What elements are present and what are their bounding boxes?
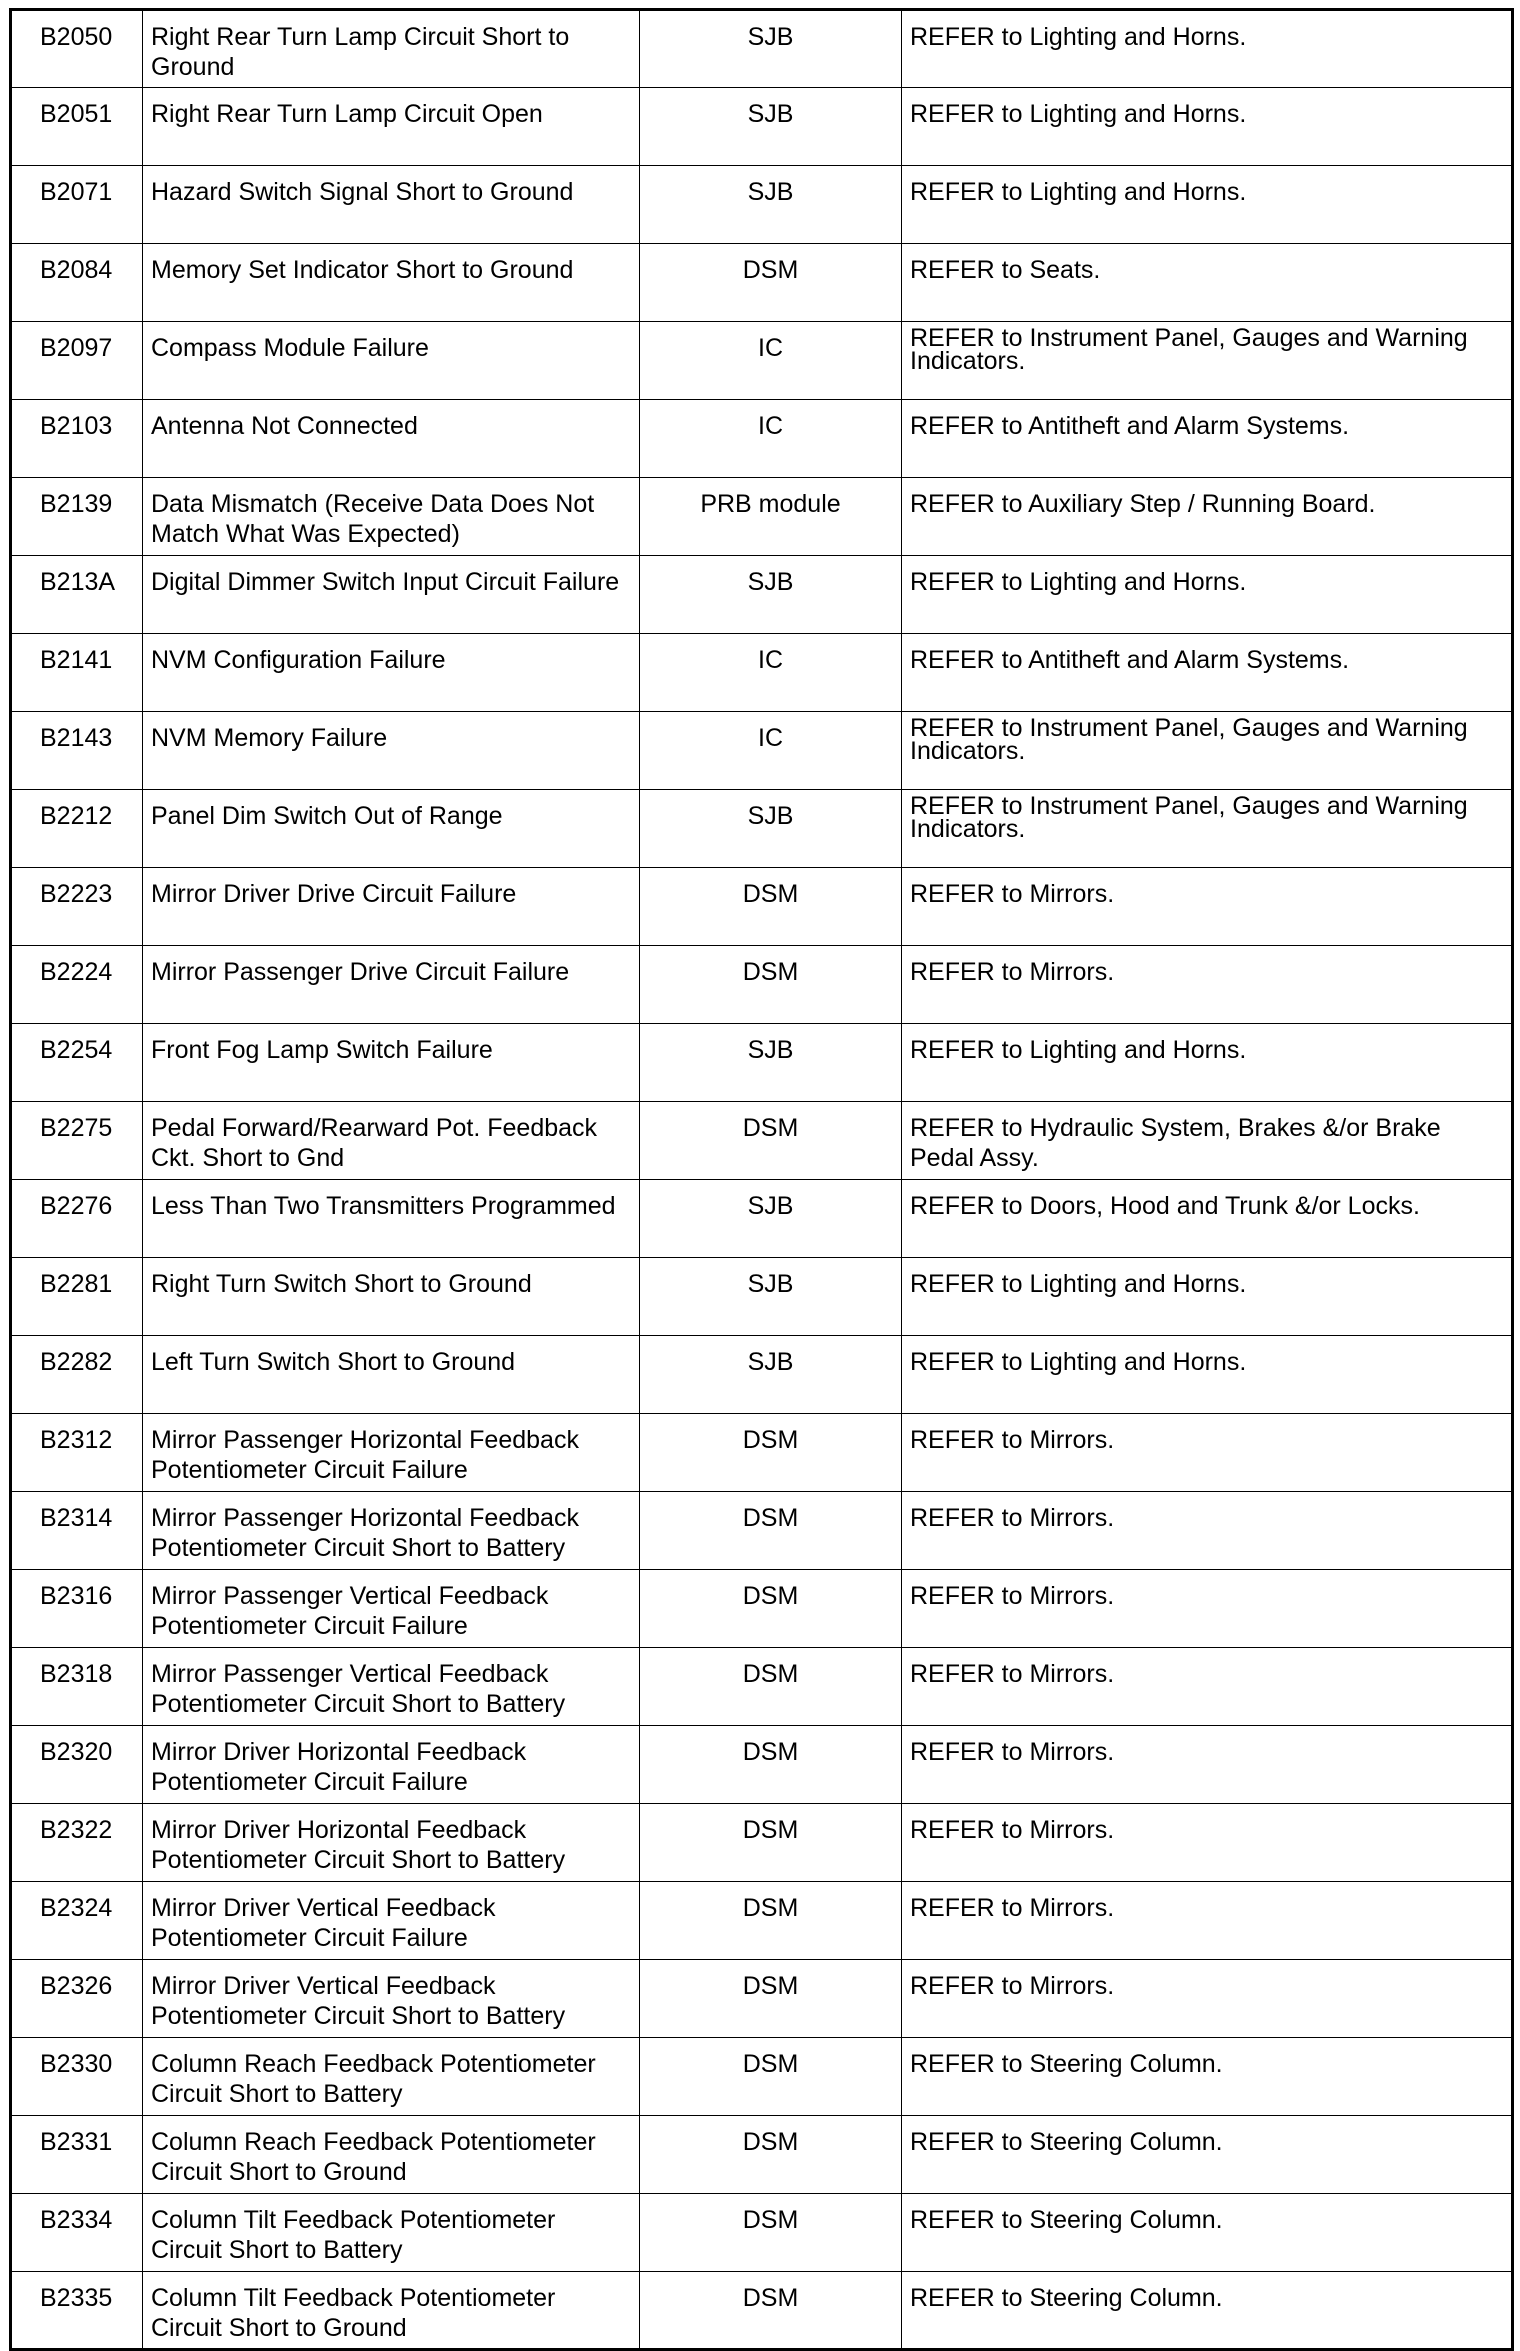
module-cell: DSM — [640, 1960, 902, 2038]
description-cell: Mirror Passenger Horizontal Feedback Potentiometer Circuit Failure — [143, 1414, 640, 1492]
description-cell: Mirror Passenger Drive Circuit Failure — [143, 946, 640, 1024]
module-cell: SJB — [640, 790, 902, 868]
dtc-code-cell: B213A — [11, 556, 143, 634]
description-cell: Mirror Driver Vertical Feedback Potentiometer Circuit Short to Battery — [143, 1960, 640, 2038]
table-row — [11, 244, 1513, 322]
dtc-code-cell: B2050 — [11, 10, 143, 88]
table-row — [11, 10, 1513, 88]
table-row — [11, 1414, 1513, 1492]
dtc-code-cell: B2314 — [11, 1492, 143, 1570]
module-cell: SJB — [640, 166, 902, 244]
table-row — [11, 1648, 1513, 1726]
dtc-code-cell: B2139 — [11, 478, 143, 556]
dtc-code-cell: B2212 — [11, 790, 143, 868]
dtc-code-cell: B2316 — [11, 1570, 143, 1648]
module-cell: SJB — [640, 10, 902, 88]
description-cell: Hazard Switch Signal Short to Ground — [143, 166, 640, 244]
module-cell: SJB — [640, 1024, 902, 1102]
action-cell: REFER to Mirrors. — [902, 1804, 1513, 1882]
action-cell: REFER to Mirrors. — [902, 1414, 1513, 1492]
table-row — [11, 1570, 1513, 1648]
table-row — [11, 712, 1513, 790]
module-cell: SJB — [640, 1336, 902, 1414]
action-cell: REFER to Antitheft and Alarm Systems. — [902, 634, 1513, 712]
action-cell: REFER to Steering Column. — [902, 2272, 1513, 2350]
module-cell: SJB — [640, 556, 902, 634]
action-cell: REFER to Hydraulic System, Brakes &/or Brake Pedal Assy. — [902, 1102, 1513, 1180]
action-cell: REFER to Mirrors. — [902, 868, 1513, 946]
description-cell: Mirror Passenger Vertical Feedback Potentiometer Circuit Failure — [143, 1570, 640, 1648]
action-cell: REFER to Steering Column. — [902, 2194, 1513, 2272]
description-cell: Left Turn Switch Short to Ground — [143, 1336, 640, 1414]
action-cell: REFER to Lighting and Horns. — [902, 88, 1513, 166]
module-cell: DSM — [640, 2116, 902, 2194]
action-cell: REFER to Seats. — [902, 244, 1513, 322]
dtc-code-cell: B2324 — [11, 1882, 143, 1960]
dtc-code-cell: B2276 — [11, 1180, 143, 1258]
dtc-code-cell: B2223 — [11, 868, 143, 946]
dtc-code-cell: B2330 — [11, 2038, 143, 2116]
table-row — [11, 2272, 1513, 2350]
module-cell: DSM — [640, 1414, 902, 1492]
description-cell: Mirror Driver Horizontal Feedback Potentiometer Circuit Short to Battery — [143, 1804, 640, 1882]
description-cell: Column Reach Feedback Potentiometer Circuit Short to Battery — [143, 2038, 640, 2116]
action-cell: REFER to Lighting and Horns. — [902, 1024, 1513, 1102]
description-cell: NVM Configuration Failure — [143, 634, 640, 712]
module-cell: DSM — [640, 1102, 902, 1180]
dtc-code-cell: B2312 — [11, 1414, 143, 1492]
dtc-code-cell: B2254 — [11, 1024, 143, 1102]
description-cell: Front Fog Lamp Switch Failure — [143, 1024, 640, 1102]
table-row — [11, 1336, 1513, 1414]
module-cell: DSM — [640, 244, 902, 322]
table-row — [11, 166, 1513, 244]
action-cell: REFER to Lighting and Horns. — [902, 166, 1513, 244]
action-cell: REFER to Instrument Panel, Gauges and Warning Indicators. — [902, 790, 1513, 868]
action-cell: REFER to Doors, Hood and Trunk &/or Locks. — [902, 1180, 1513, 1258]
action-cell: REFER to Lighting and Horns. — [902, 1258, 1513, 1336]
dtc-code-cell: B2335 — [11, 2272, 143, 2350]
module-cell: DSM — [640, 1882, 902, 1960]
module-cell: DSM — [640, 2194, 902, 2272]
dtc-code-cell: B2051 — [11, 88, 143, 166]
description-cell: Right Turn Switch Short to Ground — [143, 1258, 640, 1336]
description-cell: Right Rear Turn Lamp Circuit Short to Ground — [143, 10, 640, 88]
dtc-code-cell: B2282 — [11, 1336, 143, 1414]
description-cell: Digital Dimmer Switch Input Circuit Failure — [143, 556, 640, 634]
module-cell: SJB — [640, 1180, 902, 1258]
action-cell: REFER to Mirrors. — [902, 1882, 1513, 1960]
table-row — [11, 88, 1513, 166]
description-cell: Compass Module Failure — [143, 322, 640, 400]
description-cell: Antenna Not Connected — [143, 400, 640, 478]
dtc-code-cell: B2143 — [11, 712, 143, 790]
table-row — [11, 400, 1513, 478]
dtc-code-cell: B2103 — [11, 400, 143, 478]
dtc-code-cell: B2318 — [11, 1648, 143, 1726]
table-row — [11, 2194, 1513, 2272]
table-row — [11, 1492, 1513, 1570]
dtc-code-cell: B2071 — [11, 166, 143, 244]
dtc-code-cell: B2275 — [11, 1102, 143, 1180]
description-cell: Mirror Passenger Vertical Feedback Potentiometer Circuit Short to Battery — [143, 1648, 640, 1726]
table-row — [11, 1882, 1513, 1960]
description-cell: NVM Memory Failure — [143, 712, 640, 790]
module-cell: DSM — [640, 868, 902, 946]
dtc-code-cell: B2097 — [11, 322, 143, 400]
dtc-table — [9, 8, 1514, 2351]
action-cell: REFER to Mirrors. — [902, 1648, 1513, 1726]
module-cell: DSM — [640, 1804, 902, 1882]
table-row — [11, 1804, 1513, 1882]
description-cell: Mirror Driver Horizontal Feedback Potentiometer Circuit Failure — [143, 1726, 640, 1804]
action-cell: REFER to Mirrors. — [902, 1960, 1513, 2038]
dtc-code-cell: B2224 — [11, 946, 143, 1024]
description-cell: Column Tilt Feedback Potentiometer Circuit Short to Ground — [143, 2272, 640, 2350]
table-row — [11, 868, 1513, 946]
module-cell: DSM — [640, 2038, 902, 2116]
action-cell: REFER to Lighting and Horns. — [902, 556, 1513, 634]
dtc-code-cell: B2326 — [11, 1960, 143, 2038]
module-cell: IC — [640, 400, 902, 478]
table-row — [11, 790, 1513, 868]
action-cell: REFER to Lighting and Horns. — [902, 10, 1513, 88]
description-cell: Panel Dim Switch Out of Range — [143, 790, 640, 868]
action-cell: REFER to Instrument Panel, Gauges and Warning Indicators. — [902, 712, 1513, 790]
module-cell: IC — [640, 634, 902, 712]
table-row — [11, 478, 1513, 556]
table-row — [11, 2116, 1513, 2194]
dtc-code-cell: B2084 — [11, 244, 143, 322]
dtc-code-cell: B2322 — [11, 1804, 143, 1882]
description-cell: Less Than Two Transmitters Programmed — [143, 1180, 640, 1258]
action-cell: REFER to Steering Column. — [902, 2116, 1513, 2194]
table-row — [11, 1180, 1513, 1258]
module-cell: DSM — [640, 946, 902, 1024]
module-cell: IC — [640, 712, 902, 790]
module-cell: DSM — [640, 1570, 902, 1648]
dtc-code-cell: B2320 — [11, 1726, 143, 1804]
action-cell: REFER to Lighting and Horns. — [902, 1336, 1513, 1414]
dtc-code-cell: B2331 — [11, 2116, 143, 2194]
table-row — [11, 1960, 1513, 2038]
table-row — [11, 1102, 1513, 1180]
module-cell: IC — [640, 322, 902, 400]
description-cell: Column Reach Feedback Potentiometer Circuit Short to Ground — [143, 2116, 640, 2194]
dtc-table-body — [11, 10, 1513, 2350]
action-cell: REFER to Instrument Panel, Gauges and Warning Indicators. — [902, 322, 1513, 400]
description-cell: Column Tilt Feedback Potentiometer Circuit Short to Battery — [143, 2194, 640, 2272]
action-cell: REFER to Steering Column. — [902, 2038, 1513, 2116]
action-cell: REFER to Mirrors. — [902, 946, 1513, 1024]
module-cell: SJB — [640, 1258, 902, 1336]
module-cell: SJB — [640, 88, 902, 166]
dtc-code-cell: B2334 — [11, 2194, 143, 2272]
module-cell: DSM — [640, 1726, 902, 1804]
action-cell: REFER to Mirrors. — [902, 1726, 1513, 1804]
table-row — [11, 1258, 1513, 1336]
module-cell: PRB module — [640, 478, 902, 556]
dtc-code-cell: B2281 — [11, 1258, 143, 1336]
dtc-code-cell: B2141 — [11, 634, 143, 712]
description-cell: Data Mismatch (Receive Data Does Not Match What Was Expected) — [143, 478, 640, 556]
description-cell: Right Rear Turn Lamp Circuit Open — [143, 88, 640, 166]
table-row — [11, 634, 1513, 712]
action-cell: REFER to Mirrors. — [902, 1570, 1513, 1648]
description-cell: Mirror Driver Vertical Feedback Potentiometer Circuit Failure — [143, 1882, 640, 1960]
description-cell: Mirror Driver Drive Circuit Failure — [143, 868, 640, 946]
table-row — [11, 1726, 1513, 1804]
table-row — [11, 2038, 1513, 2116]
action-cell: REFER to Auxiliary Step / Running Board. — [902, 478, 1513, 556]
module-cell: DSM — [640, 1648, 902, 1726]
table-row — [11, 946, 1513, 1024]
description-cell: Memory Set Indicator Short to Ground — [143, 244, 640, 322]
module-cell: DSM — [640, 1492, 902, 1570]
description-cell: Pedal Forward/Rearward Pot. Feedback Ckt. Short to Gnd — [143, 1102, 640, 1180]
module-cell: DSM — [640, 2272, 902, 2350]
description-cell: Mirror Passenger Horizontal Feedback Potentiometer Circuit Short to Battery — [143, 1492, 640, 1570]
table-row — [11, 556, 1513, 634]
action-cell: REFER to Antitheft and Alarm Systems. — [902, 400, 1513, 478]
table-row — [11, 322, 1513, 400]
action-cell: REFER to Mirrors. — [902, 1492, 1513, 1570]
table-row — [11, 1024, 1513, 1102]
